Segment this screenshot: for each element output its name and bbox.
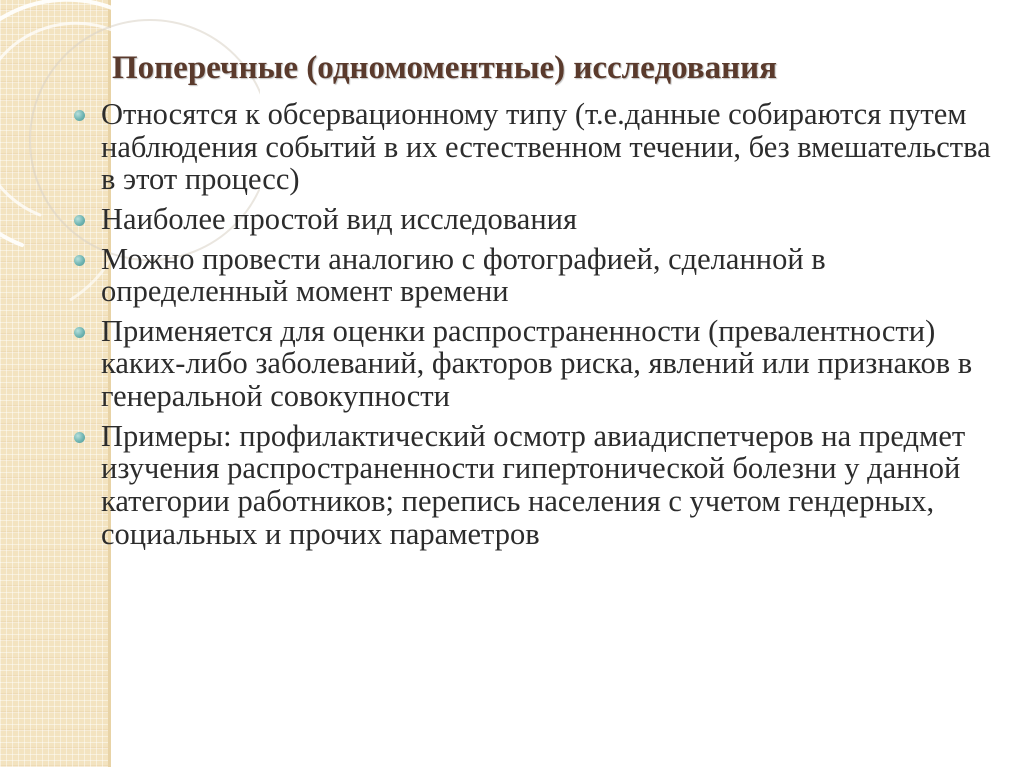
bullet-dot-icon bbox=[74, 255, 85, 266]
bullet-dot-icon bbox=[74, 432, 85, 443]
bullet-list bbox=[72, 98, 1002, 557]
bullet-dot-icon bbox=[74, 215, 85, 226]
bullet-item-observational bbox=[72, 98, 1002, 196]
bullet-text: Можно провести аналогию с фотографией, сделанной в определенный момент времени bbox=[101, 241, 826, 309]
bullet-dot-icon bbox=[74, 327, 85, 338]
bullet-item-simplest bbox=[72, 203, 1002, 236]
slide-title: Поперечные (одномоментные) исследования bbox=[112, 50, 777, 86]
bullet-item-examples bbox=[72, 420, 1002, 551]
bullet-item-photo-analogy bbox=[72, 243, 1002, 308]
bullet-text: Относятся к обсервационному типу (т.е.данные собираются путем наблюдения событий в их естественном течении, без вмешательства в этот процесс) bbox=[101, 97, 991, 197]
bullet-item-prevalence bbox=[72, 315, 1002, 413]
bullet-text: Применяется для оценки распространенности (превалентности) каких-либо заболеваний, факторов риска, явлений или признаков в генеральной совокупности bbox=[101, 313, 973, 413]
bullet-text: Наиболее простой вид исследования bbox=[101, 201, 578, 236]
bullet-dot-icon bbox=[74, 110, 85, 121]
bullet-text: Примеры: профилактический осмотр авиадиспетчеров на предмет изучения распространенности гипертонической болезни у данной категории работников; перепись населения с учетом гендерных, социальных и прочих параметров bbox=[101, 418, 966, 551]
